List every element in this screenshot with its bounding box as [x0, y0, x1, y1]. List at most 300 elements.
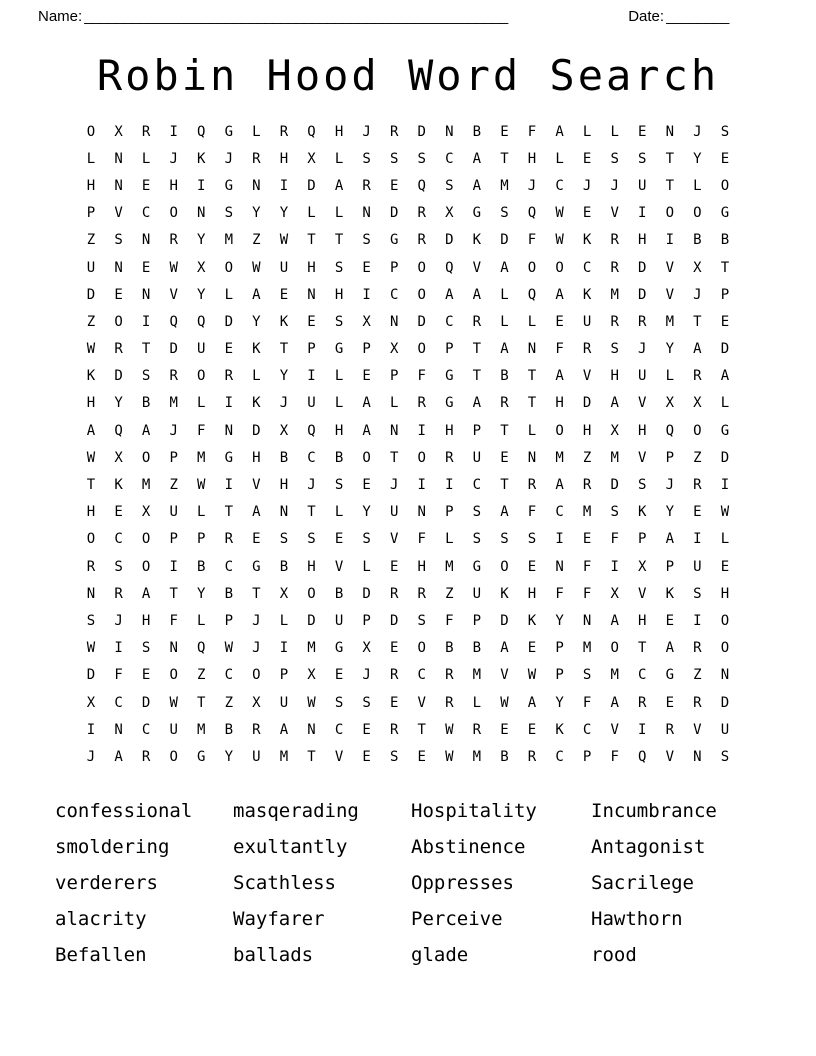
grid-cell[interactable]: I: [555, 531, 564, 548]
grid-cell[interactable]: W: [169, 694, 178, 711]
grid-cell[interactable]: O: [720, 640, 730, 657]
grid-cell[interactable]: C: [555, 504, 564, 521]
grid-cell[interactable]: M: [472, 748, 482, 765]
grid-cell[interactable]: Q: [197, 123, 206, 140]
word-list-item[interactable]: confessional: [55, 799, 193, 822]
grid-cell[interactable]: G: [720, 422, 730, 439]
grid-cell[interactable]: J: [665, 477, 675, 494]
grid-cell[interactable]: G: [197, 748, 206, 765]
grid-cell[interactable]: A: [610, 395, 619, 412]
grid-cell[interactable]: H: [141, 612, 151, 629]
grid-cell[interactable]: S: [141, 640, 151, 657]
grid-cell[interactable]: E: [527, 558, 537, 575]
grid-cell[interactable]: L: [334, 368, 344, 385]
grid-cell[interactable]: X: [307, 150, 316, 167]
grid-cell[interactable]: A: [445, 286, 454, 303]
grid-cell[interactable]: L: [610, 123, 619, 140]
grid-cell[interactable]: T: [279, 341, 289, 358]
grid-cell[interactable]: E: [500, 123, 509, 140]
grid-cell[interactable]: Y: [279, 368, 289, 385]
grid-cell[interactable]: S: [334, 694, 344, 711]
grid-cell[interactable]: S: [445, 177, 454, 194]
grid-cell[interactable]: R: [527, 477, 537, 494]
grid-cell[interactable]: Q: [169, 313, 178, 330]
grid-cell[interactable]: D: [445, 232, 454, 249]
grid-cell[interactable]: M: [307, 640, 316, 657]
grid-cell[interactable]: X: [279, 422, 289, 439]
grid-cell[interactable]: T: [417, 721, 426, 738]
grid-cell[interactable]: E: [224, 341, 234, 358]
grid-cell[interactable]: J: [307, 477, 316, 494]
grid-cell[interactable]: O: [693, 205, 702, 222]
grid-cell[interactable]: P: [555, 640, 564, 657]
grid-cell[interactable]: U: [472, 449, 482, 466]
grid-cell[interactable]: B: [720, 232, 730, 249]
grid-cell[interactable]: O: [417, 341, 426, 358]
grid-cell[interactable]: H: [527, 585, 537, 602]
grid-cell[interactable]: X: [638, 558, 647, 575]
grid-cell[interactable]: T: [665, 150, 675, 167]
grid-cell[interactable]: M: [472, 667, 482, 684]
grid-cell[interactable]: L: [252, 368, 261, 385]
word-list-item[interactable]: Abstinence: [411, 835, 526, 858]
grid-cell[interactable]: T: [169, 585, 178, 602]
grid-cell[interactable]: N: [665, 123, 675, 140]
grid-cell[interactable]: L: [472, 694, 482, 711]
grid-cell[interactable]: Y: [197, 232, 206, 249]
grid-cell[interactable]: J: [252, 640, 261, 657]
word-list-item[interactable]: Hawthorn: [591, 907, 683, 930]
grid-cell[interactable]: C: [472, 477, 482, 494]
grid-cell[interactable]: F: [445, 612, 454, 629]
grid-cell[interactable]: R: [445, 449, 454, 466]
grid-cell[interactable]: N: [362, 205, 371, 222]
grid-cell[interactable]: N: [389, 313, 399, 330]
word-list-item[interactable]: smoldering: [55, 835, 170, 858]
grid-cell[interactable]: L: [500, 286, 509, 303]
grid-cell[interactable]: K: [86, 368, 96, 385]
grid-cell[interactable]: L: [224, 286, 234, 303]
grid-cell[interactable]: X: [279, 585, 289, 602]
grid-cell[interactable]: A: [555, 368, 564, 385]
grid-cell[interactable]: Y: [693, 150, 702, 167]
grid-cell[interactable]: V: [693, 721, 702, 738]
grid-cell[interactable]: T: [197, 694, 206, 711]
grid-cell[interactable]: H: [86, 395, 96, 412]
grid-cell[interactable]: O: [362, 449, 371, 466]
grid-cell[interactable]: S: [114, 232, 123, 249]
grid-cell[interactable]: B: [500, 748, 509, 765]
grid-cell[interactable]: V: [389, 531, 399, 548]
grid-cell[interactable]: X: [307, 667, 316, 684]
grid-cell[interactable]: E: [500, 721, 509, 738]
grid-cell[interactable]: Y: [197, 585, 206, 602]
grid-cell[interactable]: W: [500, 694, 509, 711]
grid-cell[interactable]: Q: [665, 422, 675, 439]
grid-cell[interactable]: L: [307, 205, 316, 222]
grid-cell[interactable]: J: [582, 177, 592, 194]
grid-cell[interactable]: L: [86, 150, 96, 167]
grid-cell[interactable]: T: [307, 232, 316, 249]
grid-cell[interactable]: I: [638, 205, 647, 222]
grid-cell[interactable]: L: [362, 558, 371, 575]
grid-cell[interactable]: X: [86, 694, 96, 711]
grid-cell[interactable]: I: [720, 477, 730, 494]
grid-cell[interactable]: E: [638, 123, 647, 140]
grid-cell[interactable]: T: [527, 395, 537, 412]
grid-cell[interactable]: Y: [362, 504, 371, 521]
grid-cell[interactable]: P: [169, 449, 178, 466]
grid-cell[interactable]: U: [720, 721, 730, 738]
grid-cell[interactable]: E: [114, 286, 123, 303]
grid-cell[interactable]: E: [389, 694, 399, 711]
grid-cell[interactable]: I: [417, 477, 426, 494]
grid-cell[interactable]: D: [610, 477, 619, 494]
grid-cell[interactable]: J: [224, 150, 234, 167]
grid-cell[interactable]: O: [500, 558, 509, 575]
grid-cell[interactable]: R: [693, 694, 702, 711]
grid-cell[interactable]: H: [582, 422, 592, 439]
grid-cell[interactable]: U: [638, 368, 647, 385]
grid-cell[interactable]: P: [389, 259, 399, 276]
grid-cell[interactable]: R: [582, 477, 592, 494]
grid-cell[interactable]: L: [334, 504, 344, 521]
grid-cell[interactable]: T: [141, 341, 151, 358]
grid-cell[interactable]: D: [638, 286, 647, 303]
grid-cell[interactable]: O: [169, 205, 178, 222]
grid-cell[interactable]: I: [224, 395, 234, 412]
grid-cell[interactable]: A: [500, 640, 509, 657]
grid-cell[interactable]: L: [693, 177, 702, 194]
grid-cell[interactable]: W: [86, 341, 96, 358]
grid-cell[interactable]: N: [279, 504, 289, 521]
grid-cell[interactable]: P: [665, 558, 675, 575]
grid-cell[interactable]: W: [307, 694, 316, 711]
grid-cell[interactable]: S: [500, 205, 509, 222]
grid-cell[interactable]: L: [555, 150, 564, 167]
grid-cell[interactable]: M: [169, 395, 178, 412]
grid-cell[interactable]: D: [169, 341, 178, 358]
grid-cell[interactable]: J: [279, 395, 289, 412]
grid-cell[interactable]: N: [86, 585, 96, 602]
grid-cell[interactable]: F: [169, 612, 178, 629]
grid-cell[interactable]: O: [720, 612, 730, 629]
word-list-item[interactable]: exultantly: [233, 835, 348, 858]
grid-cell[interactable]: I: [279, 640, 289, 657]
grid-cell[interactable]: G: [224, 123, 234, 140]
grid-cell[interactable]: M: [610, 667, 619, 684]
grid-cell[interactable]: A: [472, 150, 482, 167]
grid-cell[interactable]: J: [693, 286, 702, 303]
grid-cell[interactable]: T: [389, 449, 399, 466]
grid-cell[interactable]: R: [252, 721, 261, 738]
grid-cell[interactable]: V: [472, 259, 482, 276]
grid-cell[interactable]: B: [224, 721, 234, 738]
grid-cell[interactable]: H: [307, 558, 316, 575]
grid-cell[interactable]: P: [638, 531, 647, 548]
grid-cell[interactable]: L: [500, 313, 509, 330]
word-list-item[interactable]: glade: [411, 943, 469, 966]
grid-cell[interactable]: L: [527, 422, 537, 439]
grid-cell[interactable]: E: [362, 748, 371, 765]
grid-cell[interactable]: A: [555, 123, 564, 140]
grid-cell[interactable]: P: [582, 748, 592, 765]
grid-cell[interactable]: J: [362, 123, 371, 140]
grid-cell[interactable]: A: [114, 748, 123, 765]
word-list-item[interactable]: Perceive: [411, 907, 503, 930]
grid-cell[interactable]: S: [334, 477, 344, 494]
grid-cell[interactable]: Y: [665, 504, 675, 521]
grid-cell[interactable]: I: [693, 531, 702, 548]
grid-cell[interactable]: B: [334, 585, 344, 602]
grid-cell[interactable]: K: [252, 395, 261, 412]
grid-cell[interactable]: L: [334, 205, 344, 222]
grid-cell[interactable]: Y: [114, 395, 123, 412]
grid-cell[interactable]: C: [141, 721, 151, 738]
grid-cell[interactable]: J: [86, 748, 96, 765]
grid-cell[interactable]: E: [141, 259, 151, 276]
grid-cell[interactable]: D: [224, 313, 234, 330]
grid-cell[interactable]: O: [417, 286, 426, 303]
grid-cell[interactable]: O: [555, 422, 564, 439]
grid-cell[interactable]: A: [472, 286, 482, 303]
grid-cell[interactable]: Y: [197, 286, 206, 303]
grid-cell[interactable]: H: [307, 259, 316, 276]
grid-cell[interactable]: C: [638, 667, 647, 684]
grid-cell[interactable]: P: [169, 531, 178, 548]
grid-cell[interactable]: L: [334, 150, 344, 167]
grid-cell[interactable]: K: [582, 286, 592, 303]
grid-cell[interactable]: V: [638, 395, 647, 412]
grid-cell[interactable]: O: [307, 585, 316, 602]
grid-cell[interactable]: F: [582, 585, 592, 602]
grid-cell[interactable]: O: [610, 640, 619, 657]
grid-cell[interactable]: V: [638, 449, 647, 466]
grid-cell[interactable]: R: [252, 150, 261, 167]
grid-cell[interactable]: M: [610, 449, 619, 466]
grid-cell[interactable]: C: [555, 177, 564, 194]
grid-cell[interactable]: L: [197, 504, 206, 521]
grid-cell[interactable]: O: [665, 205, 675, 222]
grid-cell[interactable]: U: [197, 341, 206, 358]
grid-cell[interactable]: S: [307, 531, 316, 548]
grid-cell[interactable]: S: [279, 531, 289, 548]
grid-cell[interactable]: R: [86, 558, 96, 575]
grid-cell[interactable]: A: [472, 177, 482, 194]
grid-cell[interactable]: I: [693, 612, 702, 629]
grid-cell[interactable]: H: [279, 150, 289, 167]
grid-cell[interactable]: M: [224, 232, 234, 249]
grid-cell[interactable]: E: [582, 150, 592, 167]
word-list-item[interactable]: Incumbrance: [591, 799, 717, 822]
grid-cell[interactable]: G: [334, 341, 344, 358]
grid-cell[interactable]: E: [334, 667, 344, 684]
grid-cell[interactable]: C: [417, 667, 426, 684]
grid-cell[interactable]: E: [362, 721, 371, 738]
grid-cell[interactable]: R: [224, 531, 234, 548]
grid-cell[interactable]: W: [169, 259, 178, 276]
grid-cell[interactable]: F: [527, 123, 537, 140]
grid-cell[interactable]: R: [141, 123, 151, 140]
grid-cell[interactable]: R: [472, 313, 482, 330]
grid-cell[interactable]: S: [362, 150, 371, 167]
grid-cell[interactable]: O: [114, 313, 123, 330]
grid-cell[interactable]: H: [720, 585, 730, 602]
grid-cell[interactable]: S: [638, 477, 647, 494]
grid-cell[interactable]: T: [500, 150, 509, 167]
grid-cell[interactable]: R: [114, 585, 123, 602]
grid-cell[interactable]: A: [693, 341, 702, 358]
grid-cell[interactable]: J: [610, 177, 619, 194]
grid-cell[interactable]: L: [445, 531, 454, 548]
grid-cell[interactable]: C: [307, 449, 316, 466]
grid-cell[interactable]: X: [693, 259, 702, 276]
grid-cell[interactable]: E: [582, 531, 592, 548]
grid-cell[interactable]: S: [417, 612, 426, 629]
grid-cell[interactable]: O: [141, 449, 151, 466]
grid-cell[interactable]: A: [500, 259, 509, 276]
grid-cell[interactable]: T: [500, 477, 509, 494]
grid-cell[interactable]: O: [86, 531, 96, 548]
grid-cell[interactable]: J: [389, 477, 399, 494]
grid-cell[interactable]: Z: [693, 449, 702, 466]
grid-cell[interactable]: R: [169, 368, 178, 385]
grid-cell[interactable]: C: [114, 531, 123, 548]
grid-cell[interactable]: N: [693, 748, 702, 765]
grid-cell[interactable]: N: [114, 150, 123, 167]
grid-cell[interactable]: H: [638, 422, 647, 439]
grid-cell[interactable]: F: [610, 531, 619, 548]
grid-cell[interactable]: R: [693, 368, 702, 385]
grid-cell[interactable]: C: [224, 558, 234, 575]
grid-cell[interactable]: P: [86, 205, 96, 222]
grid-cell[interactable]: V: [169, 286, 178, 303]
grid-cell[interactable]: N: [582, 612, 592, 629]
grid-cell[interactable]: E: [720, 313, 730, 330]
grid-cell[interactable]: L: [720, 531, 730, 548]
grid-cell[interactable]: X: [362, 640, 371, 657]
grid-cell[interactable]: V: [665, 748, 675, 765]
grid-cell[interactable]: N: [417, 504, 426, 521]
grid-cell[interactable]: P: [389, 368, 399, 385]
grid-cell[interactable]: W: [527, 667, 537, 684]
grid-cell[interactable]: Y: [555, 694, 564, 711]
grid-cell[interactable]: K: [555, 721, 564, 738]
grid-cell[interactable]: W: [555, 232, 564, 249]
grid-cell[interactable]: A: [500, 341, 509, 358]
grid-cell[interactable]: M: [500, 177, 509, 194]
grid-cell[interactable]: U: [389, 504, 399, 521]
grid-cell[interactable]: I: [197, 177, 206, 194]
grid-cell[interactable]: J: [169, 422, 178, 439]
grid-cell[interactable]: U: [334, 612, 344, 629]
grid-cell[interactable]: K: [252, 341, 261, 358]
grid-cell[interactable]: K: [527, 612, 537, 629]
grid-cell[interactable]: U: [279, 259, 289, 276]
grid-cell[interactable]: F: [527, 504, 537, 521]
word-list-item[interactable]: ballads: [233, 943, 314, 966]
grid-cell[interactable]: M: [610, 286, 619, 303]
grid-cell[interactable]: N: [252, 177, 261, 194]
grid-cell[interactable]: A: [141, 422, 151, 439]
grid-cell[interactable]: F: [582, 558, 592, 575]
grid-cell[interactable]: S: [362, 531, 371, 548]
grid-cell[interactable]: T: [307, 504, 316, 521]
grid-cell[interactable]: V: [610, 205, 619, 222]
grid-cell[interactable]: G: [665, 667, 675, 684]
grid-cell[interactable]: I: [638, 721, 647, 738]
grid-cell[interactable]: E: [307, 313, 316, 330]
grid-cell[interactable]: A: [527, 694, 537, 711]
grid-cell[interactable]: S: [362, 694, 371, 711]
grid-cell[interactable]: R: [389, 585, 399, 602]
grid-cell[interactable]: C: [555, 748, 564, 765]
word-list-item[interactable]: Oppresses: [411, 871, 514, 894]
grid-cell[interactable]: A: [555, 477, 564, 494]
grid-cell[interactable]: V: [334, 748, 344, 765]
grid-cell[interactable]: A: [86, 422, 96, 439]
grid-cell[interactable]: E: [362, 368, 371, 385]
grid-cell[interactable]: H: [555, 395, 564, 412]
grid-cell[interactable]: P: [445, 341, 454, 358]
grid-cell[interactable]: R: [417, 232, 426, 249]
grid-cell[interactable]: U: [169, 721, 178, 738]
grid-cell[interactable]: W: [252, 259, 261, 276]
grid-cell[interactable]: W: [720, 504, 730, 521]
grid-cell[interactable]: N: [445, 123, 454, 140]
grid-cell[interactable]: I: [86, 721, 96, 738]
grid-cell[interactable]: V: [665, 259, 675, 276]
grid-cell[interactable]: B: [279, 449, 289, 466]
grid-cell[interactable]: I: [224, 477, 234, 494]
grid-cell[interactable]: L: [141, 150, 151, 167]
grid-cell[interactable]: A: [362, 422, 371, 439]
grid-cell[interactable]: A: [500, 504, 509, 521]
grid-cell[interactable]: O: [86, 123, 96, 140]
grid-cell[interactable]: X: [197, 259, 206, 276]
grid-cell[interactable]: I: [279, 177, 289, 194]
grid-cell[interactable]: Q: [417, 177, 426, 194]
grid-cell[interactable]: T: [693, 313, 702, 330]
grid-cell[interactable]: H: [445, 422, 454, 439]
grid-cell[interactable]: M: [665, 313, 675, 330]
grid-cell[interactable]: X: [362, 313, 371, 330]
grid-cell[interactable]: N: [114, 259, 123, 276]
grid-cell[interactable]: S: [638, 150, 647, 167]
grid-cell[interactable]: E: [252, 531, 261, 548]
grid-cell[interactable]: F: [582, 694, 592, 711]
grid-cell[interactable]: Z: [693, 667, 702, 684]
grid-cell[interactable]: Q: [114, 422, 123, 439]
grid-cell[interactable]: W: [445, 748, 454, 765]
grid-cell[interactable]: L: [527, 313, 537, 330]
grid-cell[interactable]: N: [197, 205, 206, 222]
grid-cell[interactable]: A: [610, 612, 619, 629]
grid-cell[interactable]: I: [417, 422, 426, 439]
grid-cell[interactable]: D: [500, 232, 509, 249]
grid-cell[interactable]: O: [527, 259, 537, 276]
grid-cell[interactable]: T: [500, 422, 509, 439]
grid-cell[interactable]: S: [472, 504, 482, 521]
grid-cell[interactable]: G: [472, 558, 482, 575]
name-input-rule[interactable]: ______________________________________________________: [84, 8, 508, 25]
grid-cell[interactable]: B: [224, 585, 234, 602]
grid-cell[interactable]: H: [638, 612, 647, 629]
grid-cell[interactable]: T: [638, 640, 647, 657]
grid-cell[interactable]: X: [610, 585, 619, 602]
grid-cell[interactable]: R: [610, 259, 619, 276]
grid-cell[interactable]: S: [582, 667, 592, 684]
